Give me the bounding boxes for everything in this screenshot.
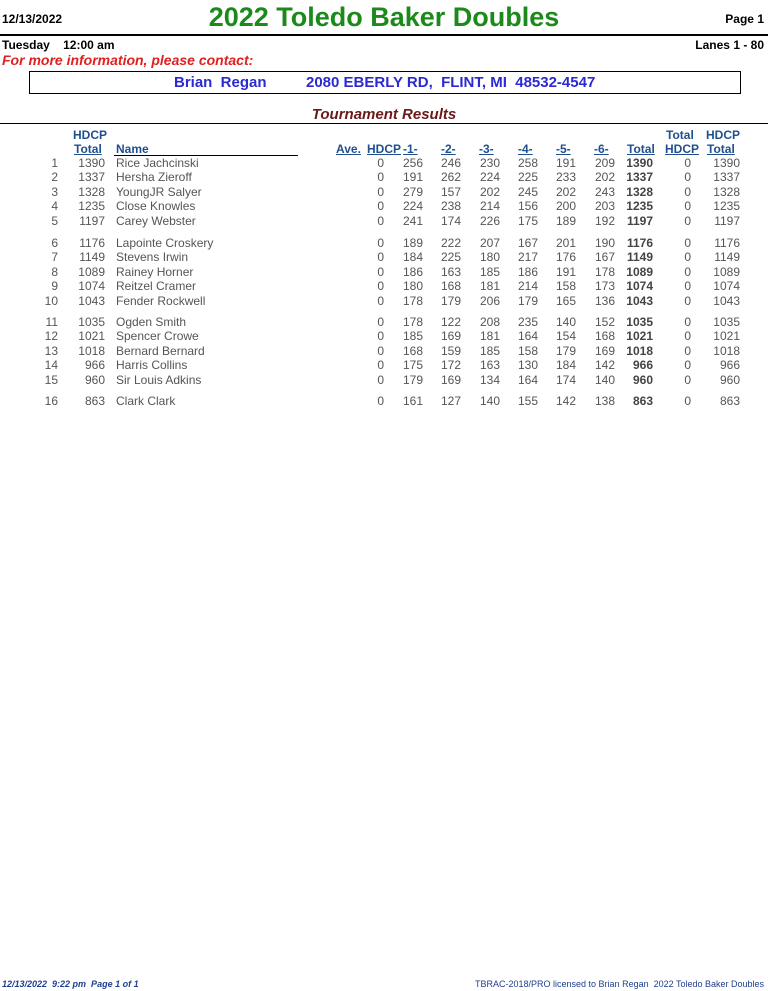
cell-rank: 8 xyxy=(51,264,58,279)
cell-g1: 186 xyxy=(402,264,423,279)
cell-hdcp-total: 1043 xyxy=(78,293,105,308)
cell-total-hdcp: 0 xyxy=(684,156,691,170)
cell-total: 1035 xyxy=(626,315,653,329)
cell-g1: 180 xyxy=(402,279,423,294)
cell-hdcp: 0 xyxy=(377,293,384,308)
cell-g6: 202 xyxy=(594,170,615,185)
cell-g4: 245 xyxy=(517,184,538,199)
cell-g5: 179 xyxy=(555,343,576,358)
cell-hdcp-total: 1035 xyxy=(78,315,105,329)
cell-total: 1149 xyxy=(626,250,653,265)
cell-hdcp-total: 1337 xyxy=(78,170,105,185)
contact-prompt: For more information, please contact: xyxy=(2,52,254,68)
cell-g1: 224 xyxy=(402,199,423,214)
cell-g2: 157 xyxy=(440,184,461,199)
cell-total: 966 xyxy=(632,358,653,373)
cell-total: 1235 xyxy=(626,199,653,214)
cell-g5: 233 xyxy=(555,170,576,185)
cell-g1: 179 xyxy=(402,372,423,387)
col-hdcp-total-top: HDCP xyxy=(73,128,108,142)
cell-g5: 184 xyxy=(555,358,576,373)
cell-g1: 191 xyxy=(402,170,423,185)
cell-final: 1176 xyxy=(714,236,740,250)
cell-g5: 165 xyxy=(555,293,576,308)
cell-total-hdcp: 0 xyxy=(684,343,691,358)
cell-rank: 12 xyxy=(44,329,58,344)
cell-final: 1197 xyxy=(714,213,740,228)
cell-g4: 214 xyxy=(517,279,538,294)
cell-g2: 225 xyxy=(440,250,461,265)
cell-name: Bernard Bernard xyxy=(116,343,205,358)
cell-g1: 175 xyxy=(402,358,423,373)
cell-g1: 185 xyxy=(402,329,423,344)
cell-g3: 206 xyxy=(479,293,500,308)
footer-timestamp: 12/13/2022 9:22 pm Page 1 of 1 xyxy=(2,979,139,989)
cell-name: Harris Collins xyxy=(116,358,188,373)
cell-g4: 258 xyxy=(517,156,538,170)
cell-g6: 138 xyxy=(594,394,615,408)
cell-name: YoungJR Salyer xyxy=(116,184,202,199)
cell-total-hdcp: 0 xyxy=(684,394,691,408)
cell-g4: 186 xyxy=(517,264,538,279)
cell-g6: 136 xyxy=(594,293,615,308)
cell-final: 1043 xyxy=(713,293,740,308)
cell-g1: 256 xyxy=(402,156,423,170)
cell-name: Hersha Zieroff xyxy=(116,170,192,185)
cell-g6: 152 xyxy=(594,315,615,329)
cell-g2: 163 xyxy=(440,264,461,279)
cell-final: 1074 xyxy=(713,279,740,294)
cell-final: 960 xyxy=(719,372,740,387)
cell-name: Ogden Smith xyxy=(116,315,187,329)
section-divider xyxy=(0,123,768,124)
cell-final: 863 xyxy=(719,394,740,408)
cell-g5: 189 xyxy=(555,213,576,228)
cell-final: 1149 xyxy=(714,250,740,265)
cell-hdcp: 0 xyxy=(377,315,384,329)
cell-total-hdcp: 0 xyxy=(684,236,691,250)
cell-g6: 209 xyxy=(594,156,615,170)
cell-hdcp-total: 1176 xyxy=(79,236,105,250)
col-hdcp-total2-bottom: Total xyxy=(707,142,735,156)
cell-g2: 122 xyxy=(440,315,461,329)
page-number: Page 1 xyxy=(725,12,764,26)
cell-rank: 1 xyxy=(51,156,58,170)
cell-total: 1176 xyxy=(626,236,653,250)
cell-rank: 6 xyxy=(51,236,58,250)
cell-final: 1018 xyxy=(713,343,740,358)
cell-total-hdcp: 0 xyxy=(684,264,691,279)
cell-hdcp: 0 xyxy=(377,213,384,228)
cell-g2: 168 xyxy=(440,279,461,294)
cell-g2: 222 xyxy=(440,236,461,250)
col-total-hdcp-top: Total xyxy=(666,128,694,142)
contact-address: 2080 EBERLY RD, FLINT, MI 48532-4547 xyxy=(306,74,596,91)
section-title: Tournament Results xyxy=(311,106,457,123)
cell-hdcp-total: 966 xyxy=(84,358,105,373)
cell-g5: 201 xyxy=(555,236,576,250)
col-game-6: -6- xyxy=(594,142,609,156)
cell-hdcp: 0 xyxy=(377,358,384,373)
cell-g1: 168 xyxy=(402,343,423,358)
cell-g4: 175 xyxy=(517,213,538,228)
cell-g2: 127 xyxy=(440,394,461,408)
cell-g3: 180 xyxy=(479,250,500,265)
contact-name: Brian Regan xyxy=(174,74,267,91)
cell-g3: 226 xyxy=(479,213,500,228)
footer-license: TBRAC-2018/PRO licensed to Brian Regan 2022 Toledo Baker Doubles xyxy=(475,979,764,989)
cell-g4: 179 xyxy=(517,293,538,308)
cell-hdcp-total: 1328 xyxy=(78,184,105,199)
report-date: 12/13/2022 xyxy=(2,12,63,26)
cell-hdcp: 0 xyxy=(377,199,384,214)
cell-final: 1337 xyxy=(713,170,740,185)
cell-g6: 178 xyxy=(594,264,615,279)
cell-g4: 235 xyxy=(517,315,538,329)
cell-g6: 140 xyxy=(594,372,615,387)
cell-g6: 203 xyxy=(594,199,615,214)
cell-total: 1043 xyxy=(626,293,653,308)
cell-g6: 168 xyxy=(594,329,615,344)
cell-total-hdcp: 0 xyxy=(684,199,691,214)
header-divider xyxy=(0,34,768,36)
cell-hdcp: 0 xyxy=(377,279,384,294)
cell-g5: 140 xyxy=(555,315,576,329)
cell-total: 1390 xyxy=(626,156,653,170)
cell-rank: 11 xyxy=(45,315,58,329)
cell-g3: 140 xyxy=(479,394,500,408)
cell-total-hdcp: 0 xyxy=(684,315,691,329)
cell-g2: 246 xyxy=(440,156,461,170)
cell-name: Reitzel Cramer xyxy=(116,279,197,294)
cell-rank: 16 xyxy=(44,394,58,408)
cell-final: 1328 xyxy=(713,184,740,199)
cell-final: 1021 xyxy=(713,329,740,344)
cell-rank: 7 xyxy=(51,250,58,265)
cell-g4: 217 xyxy=(517,250,538,265)
cell-hdcp: 0 xyxy=(377,250,384,265)
cell-name: Fender Rockwell xyxy=(116,293,206,308)
cell-hdcp-total: 1390 xyxy=(78,156,105,170)
cell-name: Stevens Irwin xyxy=(116,250,189,265)
cell-g2: 179 xyxy=(440,293,461,308)
cell-g5: 191 xyxy=(555,264,576,279)
cell-g2: 169 xyxy=(440,329,461,344)
cell-hdcp: 0 xyxy=(377,394,384,408)
cell-g6: 173 xyxy=(594,279,615,294)
lanes-range: Lanes 1 - 80 xyxy=(695,38,764,52)
cell-hdcp: 0 xyxy=(377,343,384,358)
cell-g3: 163 xyxy=(479,358,500,373)
cell-g6: 167 xyxy=(594,250,615,265)
cell-hdcp: 0 xyxy=(377,329,384,344)
cell-g1: 184 xyxy=(402,250,423,265)
cell-total: 960 xyxy=(632,372,653,387)
cell-hdcp-total: 1149 xyxy=(79,250,105,265)
cell-g3: 181 xyxy=(479,279,500,294)
cell-g1: 178 xyxy=(402,293,423,308)
cell-g5: 142 xyxy=(555,394,576,408)
cell-hdcp-total: 863 xyxy=(84,394,105,408)
cell-total-hdcp: 0 xyxy=(684,358,691,373)
cell-hdcp: 0 xyxy=(377,170,384,185)
cell-g4: 156 xyxy=(517,199,538,214)
cell-total: 1089 xyxy=(626,264,653,279)
cell-name: Carey Webster xyxy=(116,213,196,228)
cell-g1: 279 xyxy=(402,184,423,199)
cell-g3: 208 xyxy=(479,315,500,329)
cell-hdcp: 0 xyxy=(377,372,384,387)
cell-g3: 214 xyxy=(479,199,500,214)
cell-g5: 202 xyxy=(555,184,576,199)
cell-total: 1074 xyxy=(626,279,653,294)
cell-g1: 161 xyxy=(402,394,423,408)
cell-g5: 158 xyxy=(555,279,576,294)
cell-hdcp: 0 xyxy=(377,264,384,279)
cell-total: 1328 xyxy=(626,184,653,199)
cell-g3: 134 xyxy=(479,372,500,387)
cell-name: Sir Louis Adkins xyxy=(116,372,202,387)
cell-g4: 158 xyxy=(517,343,538,358)
cell-g3: 202 xyxy=(479,184,500,199)
cell-rank: 4 xyxy=(51,199,58,214)
cell-total-hdcp: 0 xyxy=(684,213,691,228)
cell-g4: 164 xyxy=(517,329,538,344)
cell-g3: 224 xyxy=(479,170,500,185)
cell-total: 1018 xyxy=(626,343,653,358)
cell-rank: 10 xyxy=(44,293,58,308)
cell-g6: 192 xyxy=(594,213,615,228)
cell-g5: 200 xyxy=(555,199,576,214)
cell-total-hdcp: 0 xyxy=(684,184,691,199)
cell-g5: 176 xyxy=(555,250,576,265)
col-game-1: -1- xyxy=(403,142,418,156)
col-game-3: -3- xyxy=(479,142,494,156)
cell-g1: 178 xyxy=(402,315,423,329)
cell-name: Lapointe Croskery xyxy=(116,236,214,250)
col-hdcp-total2-top: HDCP xyxy=(706,128,741,142)
cell-total-hdcp: 0 xyxy=(684,250,691,265)
cell-hdcp: 0 xyxy=(377,184,384,199)
cell-rank: 14 xyxy=(44,358,58,373)
cell-g2: 174 xyxy=(440,213,461,228)
cell-g4: 225 xyxy=(517,170,538,185)
cell-g3: 230 xyxy=(479,156,500,170)
cell-rank: 2 xyxy=(51,170,58,185)
cell-g2: 238 xyxy=(440,199,461,214)
cell-g3: 185 xyxy=(479,264,500,279)
cell-hdcp-total: 1089 xyxy=(78,264,105,279)
cell-total-hdcp: 0 xyxy=(684,279,691,294)
cell-name: Rice Jachcinski xyxy=(116,156,199,170)
cell-hdcp-total: 1197 xyxy=(79,213,105,228)
cell-g2: 169 xyxy=(440,372,461,387)
cell-g3: 207 xyxy=(479,236,500,250)
col-ave: Ave. xyxy=(336,142,361,156)
cell-hdcp-total: 960 xyxy=(84,372,105,387)
cell-name: Rainey Horner xyxy=(116,264,194,279)
cell-g5: 174 xyxy=(555,372,576,387)
col-name: Name xyxy=(116,142,149,156)
col-game-5: -5- xyxy=(556,142,571,156)
cell-final: 1235 xyxy=(713,199,740,214)
cell-rank: 9 xyxy=(51,279,58,294)
cell-total-hdcp: 0 xyxy=(684,329,691,344)
cell-hdcp-total: 1235 xyxy=(78,199,105,214)
cell-g2: 172 xyxy=(440,358,461,373)
col-hdcp: HDCP xyxy=(367,142,402,156)
cell-hdcp-total: 1074 xyxy=(78,279,105,294)
col-total-hdcp-bottom: HDCP xyxy=(665,142,700,156)
col-game-4: -4- xyxy=(518,142,533,156)
cell-g4: 155 xyxy=(517,394,538,408)
cell-g6: 243 xyxy=(594,184,615,199)
cell-g4: 164 xyxy=(517,372,538,387)
col-game-2: -2- xyxy=(441,142,456,156)
cell-hdcp-total: 1021 xyxy=(78,329,105,344)
cell-g2: 262 xyxy=(440,170,461,185)
cell-final: 1390 xyxy=(713,156,740,170)
cell-rank: 15 xyxy=(44,372,58,387)
col-hdcp-total-bottom: Total xyxy=(74,142,102,156)
cell-g5: 154 xyxy=(555,329,576,344)
cell-final: 966 xyxy=(719,358,740,373)
cell-total-hdcp: 0 xyxy=(684,170,691,185)
cell-final: 1089 xyxy=(713,264,740,279)
cell-g5: 191 xyxy=(555,156,576,170)
cell-g3: 185 xyxy=(479,343,500,358)
cell-g3: 181 xyxy=(479,329,500,344)
cell-total: 1197 xyxy=(626,213,653,228)
cell-name: Spencer Crowe xyxy=(116,329,199,344)
cell-rank: 13 xyxy=(44,343,58,358)
cell-hdcp: 0 xyxy=(377,156,384,170)
cell-rank: 5 xyxy=(51,213,58,228)
cell-name: Clark Clark xyxy=(116,394,176,408)
cell-total: 863 xyxy=(632,394,653,408)
cell-total-hdcp: 0 xyxy=(684,372,691,387)
cell-g1: 241 xyxy=(402,213,423,228)
cell-hdcp-total: 1018 xyxy=(78,343,105,358)
cell-g4: 130 xyxy=(517,358,538,373)
page-title: 2022 Toledo Baker Doubles xyxy=(208,2,560,32)
cell-hdcp: 0 xyxy=(377,236,384,250)
cell-g2: 159 xyxy=(440,343,461,358)
cell-total: 1021 xyxy=(626,329,653,344)
cell-g6: 142 xyxy=(594,358,615,373)
cell-total-hdcp: 0 xyxy=(684,293,691,308)
cell-total: 1337 xyxy=(626,170,653,185)
cell-g1: 189 xyxy=(402,236,423,250)
col-total: Total xyxy=(627,142,655,156)
cell-rank: 3 xyxy=(51,184,58,199)
cell-g6: 190 xyxy=(594,236,615,250)
cell-name: Close Knowles xyxy=(116,199,196,214)
cell-g6: 169 xyxy=(594,343,615,358)
cell-g4: 167 xyxy=(517,236,538,250)
cell-final: 1035 xyxy=(713,315,740,329)
day-time: Tuesday 12:00 am xyxy=(2,38,115,52)
